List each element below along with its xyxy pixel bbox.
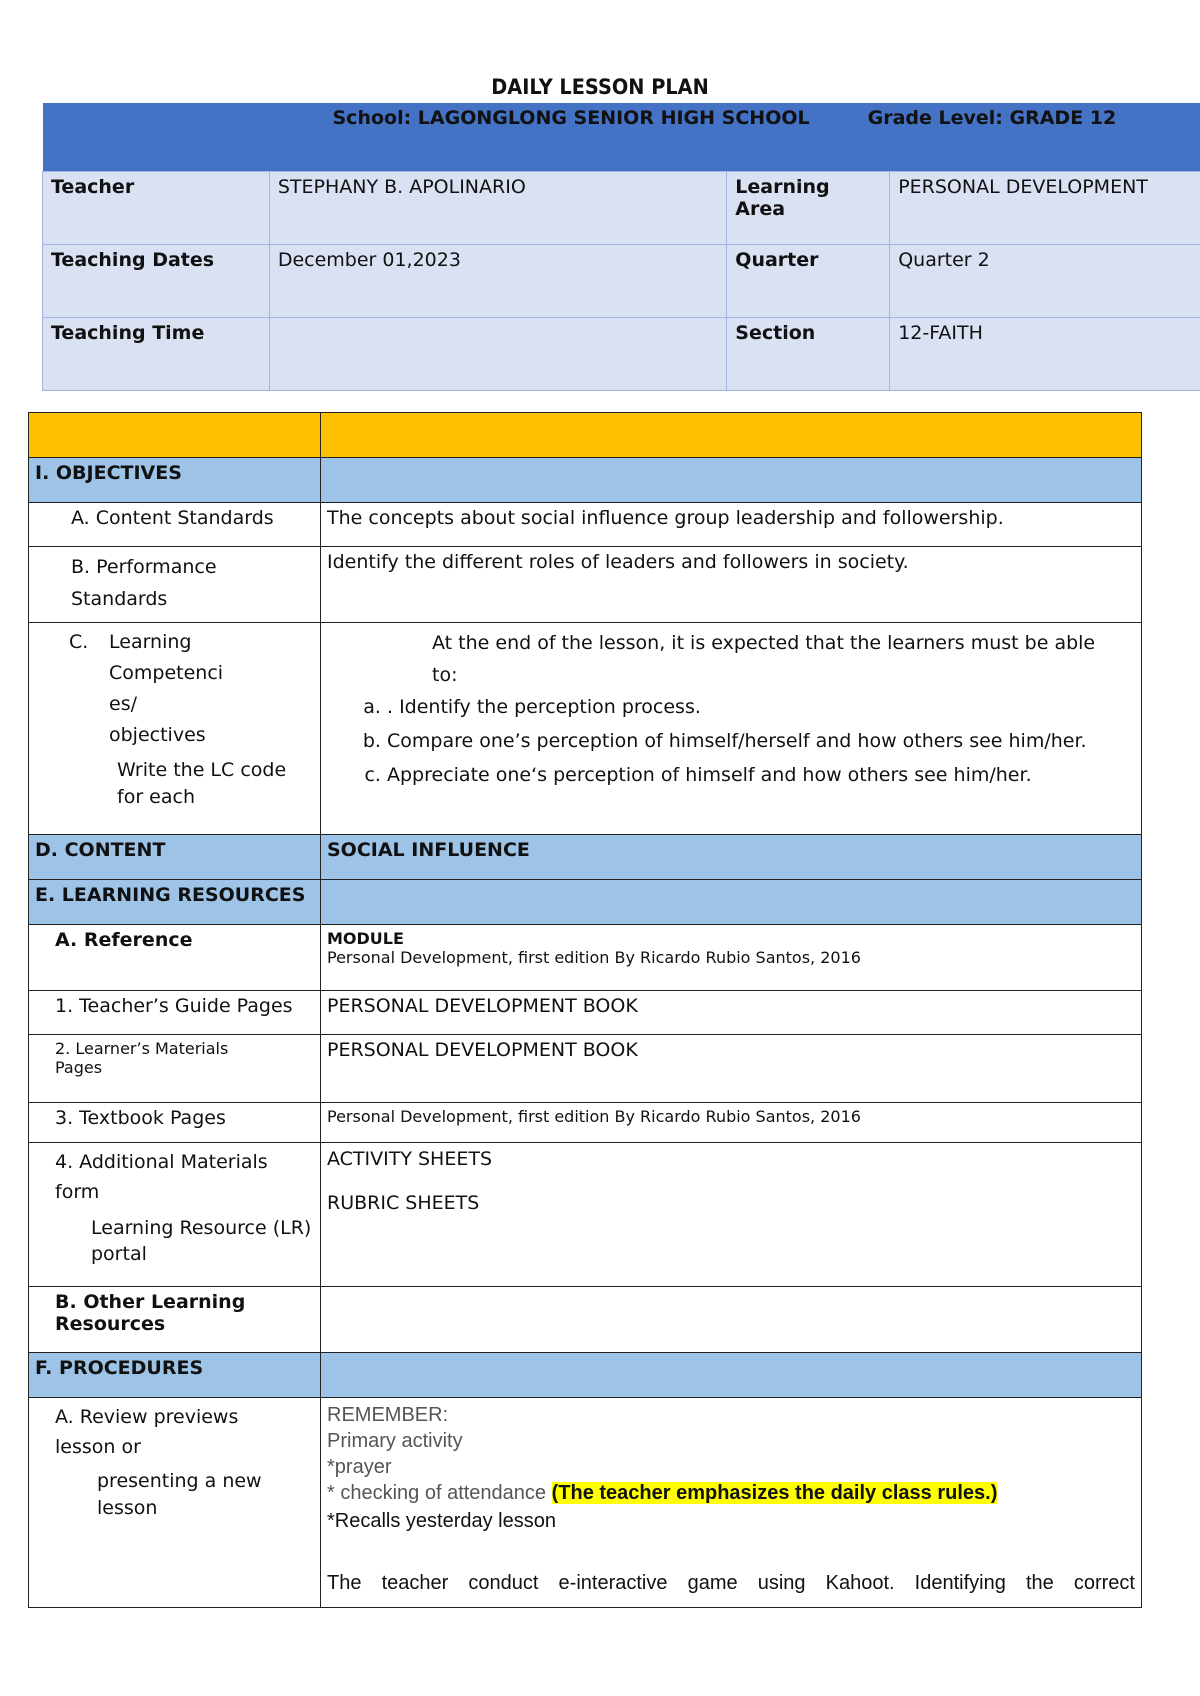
review-label: A. Review previews: [55, 1406, 239, 1428]
other-resources-label: B. Other Learning: [55, 1291, 246, 1313]
teachers-guide-value: PERSONAL DEVELOPMENT BOOK: [321, 991, 1142, 1035]
quarter-value: Quarter 2: [890, 245, 1200, 318]
learners-materials-label: 2. Learner’s Materials: [55, 1039, 229, 1058]
performance-standards-label-2: Standards: [71, 588, 168, 610]
lc-label-line: objectives: [109, 724, 206, 746]
kahoot-text: The teacher conduct e-interactive game using Kahoot. Identifying the correct: [327, 1572, 1135, 1594]
primary-activity-text: Primary activity: [327, 1430, 463, 1452]
learning-competencies-row: [29, 623, 1142, 835]
lesson-plan-table: [28, 412, 1142, 1608]
textbook-value: Personal Development, first edition By Ricardo Rubio Santos, 2016: [321, 1103, 1142, 1143]
review-label-4: lesson: [97, 1497, 158, 1519]
quarter-label: Quarter: [727, 245, 890, 318]
other-resources-row: [29, 1287, 1142, 1353]
teacher-label: Teacher: [43, 172, 270, 245]
attendance-text: * checking of attendance: [327, 1482, 552, 1504]
reference-row: [29, 925, 1142, 991]
list-item: b. Compare one’s perception of himself/herself and how others see him/her.: [387, 729, 1135, 753]
lc-write-note-2: for each: [117, 786, 195, 808]
additional-materials-label: 4. Additional Materials: [55, 1151, 268, 1173]
lc-letter: C.: [69, 631, 89, 653]
additional-materials-row: [29, 1143, 1142, 1287]
reference-text: Personal Development, first edition By Ricardo Rubio Santos, 2016: [327, 948, 861, 967]
remember-text: REMEMBER:: [327, 1404, 449, 1426]
performance-standards-row: [29, 547, 1142, 623]
school-name: School: LAGONGLONG SENIOR HIGH SCHOOL: [332, 107, 810, 129]
grade-level: Grade Level: GRADE 12: [867, 107, 1117, 129]
list-item: c. Appreciate one‘s perception of himself and how others see him/her.: [387, 763, 1135, 787]
additional-materials-label-2: form: [55, 1181, 100, 1203]
textbook-label: 3. Textbook Pages: [29, 1103, 321, 1143]
prayer-text: *prayer: [327, 1456, 392, 1478]
lc-intro: At the end of the lesson, it is expected that the learners must be able: [432, 632, 1096, 654]
document-title: DAILY LESSON PLAN: [491, 75, 709, 99]
rules-emphasis-text: (The teacher emphasizes the daily class rules.): [551, 1482, 998, 1504]
performance-standards-label: B. Performance: [71, 556, 217, 578]
lc-intro-2: to:: [432, 664, 458, 686]
lc-label-line: Learning: [109, 631, 192, 653]
content-standards-value: The concepts about social influence group leadership and followership.: [321, 503, 1142, 547]
teachers-guide-row: [29, 991, 1142, 1035]
lc-label-line: Competenci: [109, 662, 224, 684]
lc-write-note: Write the LC code: [117, 759, 287, 781]
content-standards-row: [29, 503, 1142, 547]
rubric-sheets-value: RUBRIC SHEETS: [327, 1192, 480, 1214]
review-label-3: presenting a new: [97, 1470, 262, 1492]
teaching-time-label: Teaching Time: [43, 318, 270, 391]
review-row: [29, 1398, 1142, 1608]
objectives-heading: I. OBJECTIVES: [29, 458, 321, 503]
header-row-time: [43, 318, 1200, 391]
section-value: 12-FAITH: [890, 318, 1200, 391]
teacher-value: STEPHANY B. APOLINARIO: [269, 172, 726, 245]
learners-materials-value: PERSONAL DEVELOPMENT BOOK: [321, 1035, 1142, 1103]
reference-label: A. Reference: [29, 925, 321, 991]
lr-portal-label-2: portal: [91, 1243, 147, 1265]
learners-materials-label-2: Pages: [55, 1058, 103, 1077]
lr-portal-label: Learning Resource (LR): [91, 1217, 312, 1239]
learners-materials-row: [29, 1035, 1142, 1103]
section-label: Section: [727, 318, 890, 391]
review-label-2: lesson or: [55, 1436, 141, 1458]
list-item: a. . Identify the perception process.: [387, 695, 1135, 719]
content-standards-label: A. Content Standards: [29, 503, 321, 547]
reference-module: MODULE: [327, 929, 404, 948]
learning-area-value: PERSONAL DEVELOPMENT: [890, 172, 1200, 245]
teaching-dates-value: December 01,2023: [269, 245, 726, 318]
objectives-row: [29, 458, 1142, 503]
lc-objective-list: [327, 695, 1135, 787]
content-value: SOCIAL INFLUENCE: [321, 835, 1142, 880]
recalls-text: *Recalls yesterday lesson: [327, 1510, 556, 1532]
content-row: [29, 835, 1142, 880]
teachers-guide-label: 1. Teacher’s Guide Pages: [29, 991, 321, 1035]
teaching-dates-label: Teaching Dates: [43, 245, 270, 318]
textbook-row: [29, 1103, 1142, 1143]
header-row-teacher: [43, 172, 1200, 245]
teaching-time-value: [269, 318, 726, 391]
learning-area-label: Learning Area: [727, 172, 890, 245]
performance-standards-value: Identify the different roles of leaders and followers in society.: [321, 547, 1142, 623]
lc-label-line: es/: [109, 693, 137, 715]
table-header-row: [29, 413, 1142, 458]
learning-resources-row: [29, 880, 1142, 925]
other-resources-label-2: Resources: [55, 1313, 166, 1335]
learning-resources-heading: E. LEARNING RESOURCES: [29, 880, 321, 925]
header-table: [42, 103, 1200, 391]
procedures-row: [29, 1353, 1142, 1398]
header-row-dates: [43, 245, 1200, 318]
procedures-heading: F. PROCEDURES: [29, 1353, 321, 1398]
activity-sheets-value: ACTIVITY SHEETS: [327, 1148, 493, 1170]
content-label: D. CONTENT: [29, 835, 321, 880]
